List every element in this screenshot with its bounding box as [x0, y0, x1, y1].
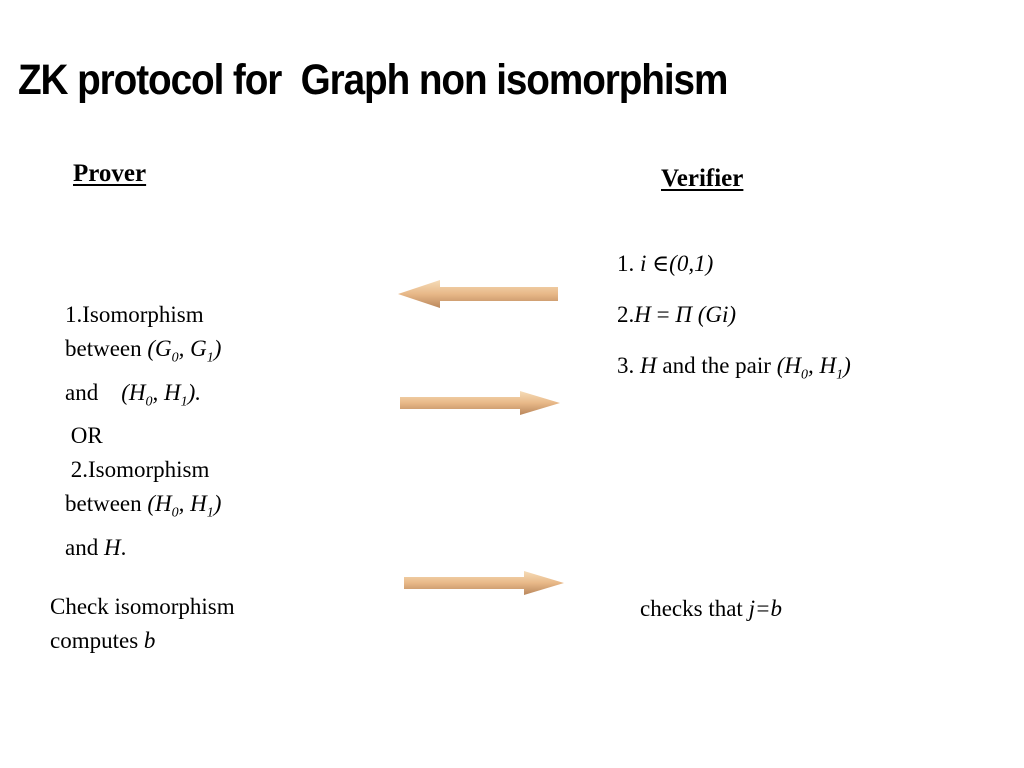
prover-response	[65, 298, 221, 565]
subscript: 0	[800, 367, 808, 383]
element-of-symbol: ∈	[652, 251, 670, 276]
prover-line-4: OR	[65, 423, 103, 449]
pair-open: (G	[147, 336, 172, 361]
text: and	[65, 534, 104, 560]
left-arrow-icon	[398, 279, 560, 309]
pair-open: (H	[147, 491, 172, 517]
text: checks that	[640, 596, 749, 621]
pair-mid: , H	[807, 353, 837, 378]
check-expression: j=b	[748, 596, 782, 621]
prover-line-2	[65, 332, 221, 376]
text: .	[120, 534, 127, 560]
prover-line-7	[65, 531, 221, 565]
right-arrow-icon	[404, 570, 566, 596]
step-text: and the pair	[656, 353, 777, 378]
prover-line-5: 2.Isomorphism	[65, 457, 210, 483]
prover-check-line-1: Check isomorphism	[50, 594, 235, 619]
variable-b: b	[143, 628, 156, 653]
pair-close: ).	[187, 379, 202, 405]
equals-sign: =	[650, 302, 676, 327]
text: between	[65, 491, 148, 517]
subscript: 0	[171, 505, 179, 521]
permutation-pi: Π	[675, 302, 692, 327]
prover-check-line-2	[50, 624, 235, 658]
verifier-check	[640, 592, 782, 626]
subscript: 1	[206, 350, 214, 366]
subscript: 0	[145, 394, 153, 410]
pair-mid: , H	[152, 379, 181, 405]
prover-line-3	[65, 376, 221, 420]
graph-pair	[121, 379, 202, 410]
pair-close: )	[213, 491, 222, 517]
subscript: 1	[836, 367, 844, 383]
text: and	[65, 379, 122, 405]
pair-close: )	[213, 336, 222, 361]
text: computes	[50, 628, 144, 653]
slide-title: ZK protocol for Graph non isomorphism	[18, 56, 728, 104]
pair-mid: , G	[178, 336, 207, 361]
verifier-step-1	[617, 238, 851, 289]
prover-line-6	[65, 487, 221, 531]
graph-arg: (Gi)	[697, 302, 737, 327]
verifier-heading: Verifier	[661, 165, 744, 192]
subscript: 1	[206, 505, 214, 521]
step-number: 3.	[617, 353, 635, 378]
text: between	[65, 336, 148, 361]
variable-i: i	[640, 251, 647, 276]
variable-H: H	[103, 534, 121, 560]
verifier-step-3	[617, 340, 851, 401]
pair-mid: , H	[178, 491, 207, 517]
prover-check	[50, 590, 235, 658]
prover-line-1: 1.Isomorphism	[65, 302, 204, 327]
variable-H: H	[640, 353, 657, 378]
pair-close: )	[843, 353, 851, 378]
verifier-step-2	[617, 289, 851, 340]
step-number: 2.	[617, 302, 635, 327]
graph-pair	[776, 353, 851, 383]
set-range: (0,1)	[669, 251, 714, 276]
variable-H: H	[634, 302, 651, 327]
graph-pair	[147, 336, 222, 366]
pair-open: (H	[121, 379, 146, 405]
right-arrow-icon	[400, 390, 562, 416]
graph-pair	[147, 491, 222, 521]
subscript: 0	[171, 350, 179, 366]
step-number: 1.	[617, 251, 635, 276]
prover-heading: Prover	[73, 160, 147, 187]
pair-open: (H	[776, 353, 801, 378]
subscript: 1	[180, 394, 188, 410]
verifier-steps	[617, 238, 851, 401]
